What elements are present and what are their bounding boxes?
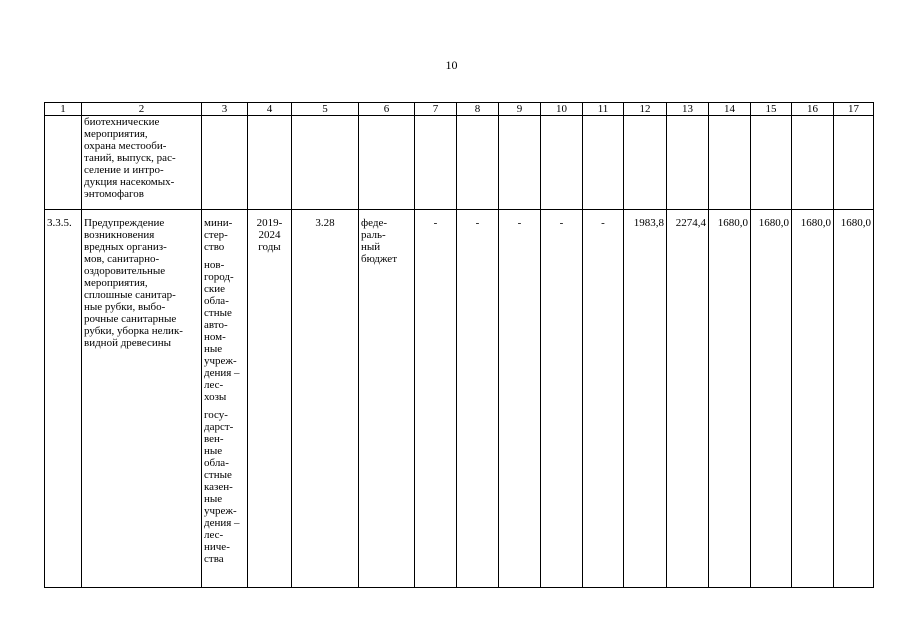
value-cell: -	[415, 210, 457, 588]
funding-source: феде- раль- ный бюджет	[359, 210, 415, 588]
column-number: 10	[541, 103, 583, 116]
column-number: 4	[248, 103, 292, 116]
value-cell: 1680,0	[834, 210, 874, 588]
value-cell: 1983,8	[624, 210, 667, 588]
column-number: 17	[834, 103, 874, 116]
value-cell: -	[499, 210, 541, 588]
target-indicator: 3.28	[292, 210, 359, 588]
value-cell: 2274,4	[667, 210, 709, 588]
table-row	[45, 116, 874, 210]
page-number: 10	[445, 58, 458, 72]
table-row	[45, 210, 874, 588]
column-number: 5	[292, 103, 359, 116]
column-number-row	[45, 103, 874, 116]
column-number: 16	[792, 103, 834, 116]
column-number: 2	[82, 103, 202, 116]
column-number: 9	[499, 103, 541, 116]
column-number: 6	[359, 103, 415, 116]
executors: мини- стер- ство нов- город- ские обла- стные авто- ном- ные учреж- дения – лес- хозы госу- дарст- вен- ные обла- стные казен- ные учреж- дения – лес- ниче- ства	[202, 210, 248, 588]
program-table	[44, 102, 874, 588]
column-number: 12	[624, 103, 667, 116]
value-cell: -	[541, 210, 583, 588]
column-number: 15	[751, 103, 792, 116]
period: 2019- 2024 годы	[248, 210, 292, 588]
column-number: 3	[202, 103, 248, 116]
column-number: 7	[415, 103, 457, 116]
column-number: 1	[45, 103, 82, 116]
column-number: 11	[583, 103, 624, 116]
column-number: 14	[709, 103, 751, 116]
column-number: 13	[667, 103, 709, 116]
item-number: 3.3.5.	[45, 210, 82, 588]
value-cell: -	[583, 210, 624, 588]
value-cell: 1680,0	[709, 210, 751, 588]
value-cell: 1680,0	[792, 210, 834, 588]
activity-text: Предупреждение возникновения вредных организ- мов, санитарно- оздоровительные мероприятия, сплошные санитар- ные рубки, выбо- рочные санитарные рубки, уборка нелик- видной древесины	[82, 210, 202, 588]
activity-text: биотехнические мероприятия, охрана местооби- таний, выпуск, рас- селение и интро- дукция насекомых- энтомофагов	[82, 116, 202, 210]
value-cell: 1680,0	[751, 210, 792, 588]
column-number: 8	[457, 103, 499, 116]
value-cell: -	[457, 210, 499, 588]
